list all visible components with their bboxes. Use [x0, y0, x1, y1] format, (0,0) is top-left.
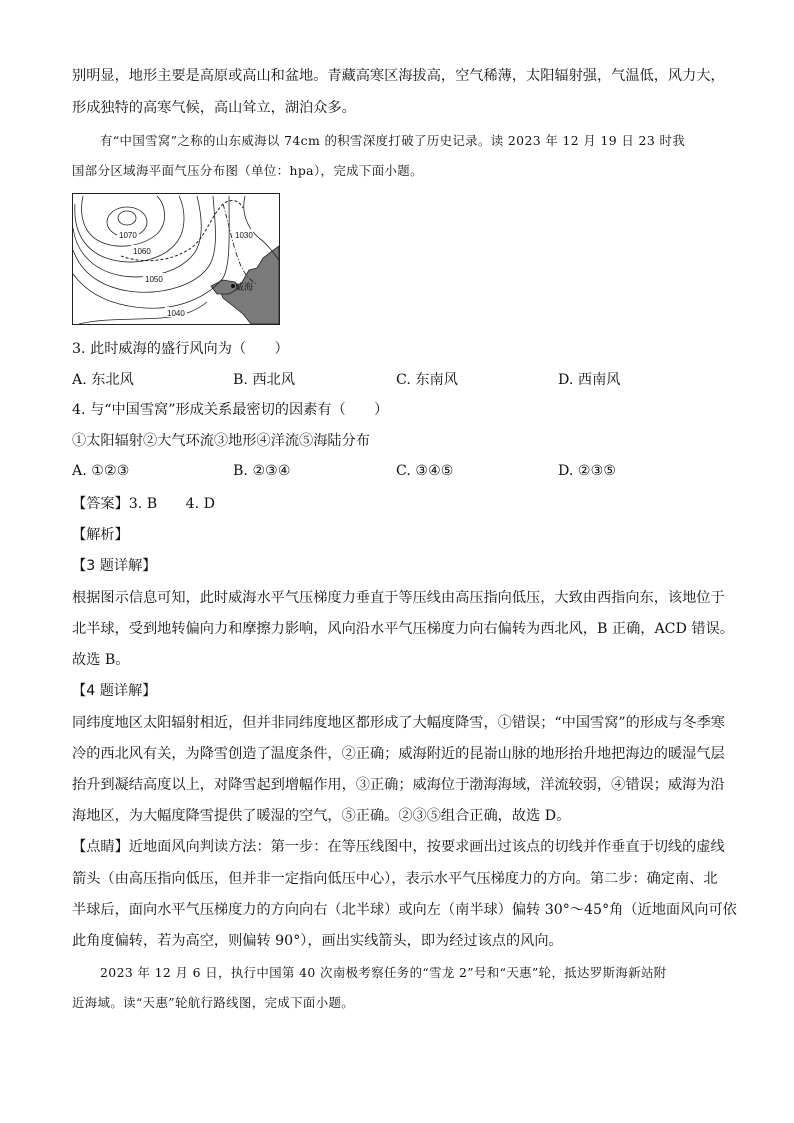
- q4-detail-line-2: 冷的西北风有关，为降雪创造了温度条件，②正确；威海附近的昆嵛山脉的地形抬升地把海边的暖湿气层: [72, 746, 725, 762]
- intro-line-2: 形成独特的高寒气候，高山耸立，湖泊众多。: [72, 100, 356, 116]
- q4-detail-label: 【4 题详解】: [72, 683, 157, 699]
- q3-option-b: B. 西北风: [233, 372, 296, 388]
- isobar-label-1040: 1040: [167, 309, 185, 318]
- q4-stem: 4. 与“中国雪窝”形成关系最密切的因素有（ ）: [72, 402, 389, 418]
- stem-line-1: 有“中国雪窝”之称的山东威海以 74cm 的积雪深度打破了历史记录。读 2023 年 12 月 19 日 23 时我: [100, 133, 686, 148]
- tips-line-1: [72, 837, 725, 857]
- q4-option-b: B. ②③④: [233, 463, 291, 479]
- answer-label: 【答案】: [72, 496, 129, 512]
- next-stem-line-1: 2023 年 12 月 6 日，执行中国第 40 次南极考察任务的“雪龙 2”号和“天惠”轮，抵达罗斯海新站附: [100, 965, 667, 980]
- q4-option-c: C. ③④⑤: [396, 463, 454, 479]
- q3-detail-line-1: 根据图示信息可知，此时威海水平气压梯度力垂直于等压线由高压指向低压，大致由西指向东，该地位于: [72, 590, 725, 606]
- isobar-label-1060: 1060: [133, 247, 151, 256]
- q4-detail-line-1: 同纬度地区太阳辐射相近，但并非同纬度地区都形成了大幅度降雪，①错误；“中国雪窝”的形成与冬季寒: [72, 715, 725, 731]
- q4-detail-line-3: 抬升到凝结高度以上，对降雪起到增幅作用，③正确；威海位于渤海海域，洋流较弱，④错误；威海为沿: [72, 777, 725, 793]
- next-stem-line-2: 近海域。读“天惠”轮航行路线图，完成下面小题。: [72, 995, 355, 1010]
- tips-label: 【点睛】: [72, 839, 129, 855]
- isobar-map-figure: [73, 194, 279, 324]
- tips-line-4: 此角度偏转，若为高空，则偏转 90°），画出实线箭头，即为经过该点的风向。: [72, 933, 563, 949]
- intro-line-1: 别明显，地形主要是高原或高山和盆地。青藏高寒区海拔高，空气稀薄，太阳辐射强，气温低，风力大，: [72, 68, 725, 84]
- tips-line-2: 箭头（由高压指向低压，但并非一定指向低压中心），表示水平气压梯度力的方向。第二步：确定南、北: [72, 871, 718, 887]
- analysis-label: 【解析】: [72, 527, 129, 543]
- q4-option-d: D. ②③⑤: [558, 463, 617, 479]
- q3-option-d: D. 西南风: [558, 372, 621, 388]
- q4-factors: ①太阳辐射②大气环流③地形④洋流⑤海陆分布: [72, 433, 370, 449]
- isobar-label-1070: 1070: [119, 231, 137, 240]
- isobar-1040: [79, 302, 207, 324]
- q3-detail-line-3: 故选 B。: [72, 652, 130, 668]
- q4-detail-line-4: 海地区，为大幅度降雪提供了暖湿的空气，⑤正确。②③⑤组合正确，故选 D。: [72, 808, 571, 824]
- city-label: 威海: [235, 282, 254, 292]
- isobar-label-1050: 1050: [145, 275, 163, 284]
- q3-detail-label: 【3 题详解】: [72, 558, 157, 574]
- tips-line-3: 半球后，面向水平气压梯度力的方向向右（北半球）或向左（南半球）偏转 30°～45°角（近地面风向可依: [72, 902, 737, 918]
- q3-option-a: A. 东北风: [72, 372, 134, 388]
- stem-line-2: 国部分区域海平面气压分布图（单位：hpa），完成下面小题。: [72, 163, 423, 178]
- isobar-1060: [75, 196, 184, 262]
- q3-stem: 3. 此时威海的盛行风向为（ ）: [72, 341, 289, 357]
- isobar-center-small: [118, 211, 136, 225]
- answer-line: [72, 494, 215, 514]
- isobar-label-1030: 1030: [235, 231, 253, 240]
- answer-text: 3. B 4. D: [128, 496, 216, 512]
- pressure-map: [72, 193, 280, 325]
- tips-text-1: 近地面风向判读方法：第一步：在等压线图中，按要求画出过该点的切线并作垂直于切线的虚线: [128, 839, 725, 855]
- q4-option-a: A. ①②③: [72, 463, 130, 479]
- q3-option-c: C. 东南风: [396, 372, 458, 388]
- q3-detail-line-2: 北半球，受到地转偏向力和摩擦力影响，风向沿水平气压梯度力向右偏转为西北风，B 正确，ACD 错误。: [72, 621, 734, 637]
